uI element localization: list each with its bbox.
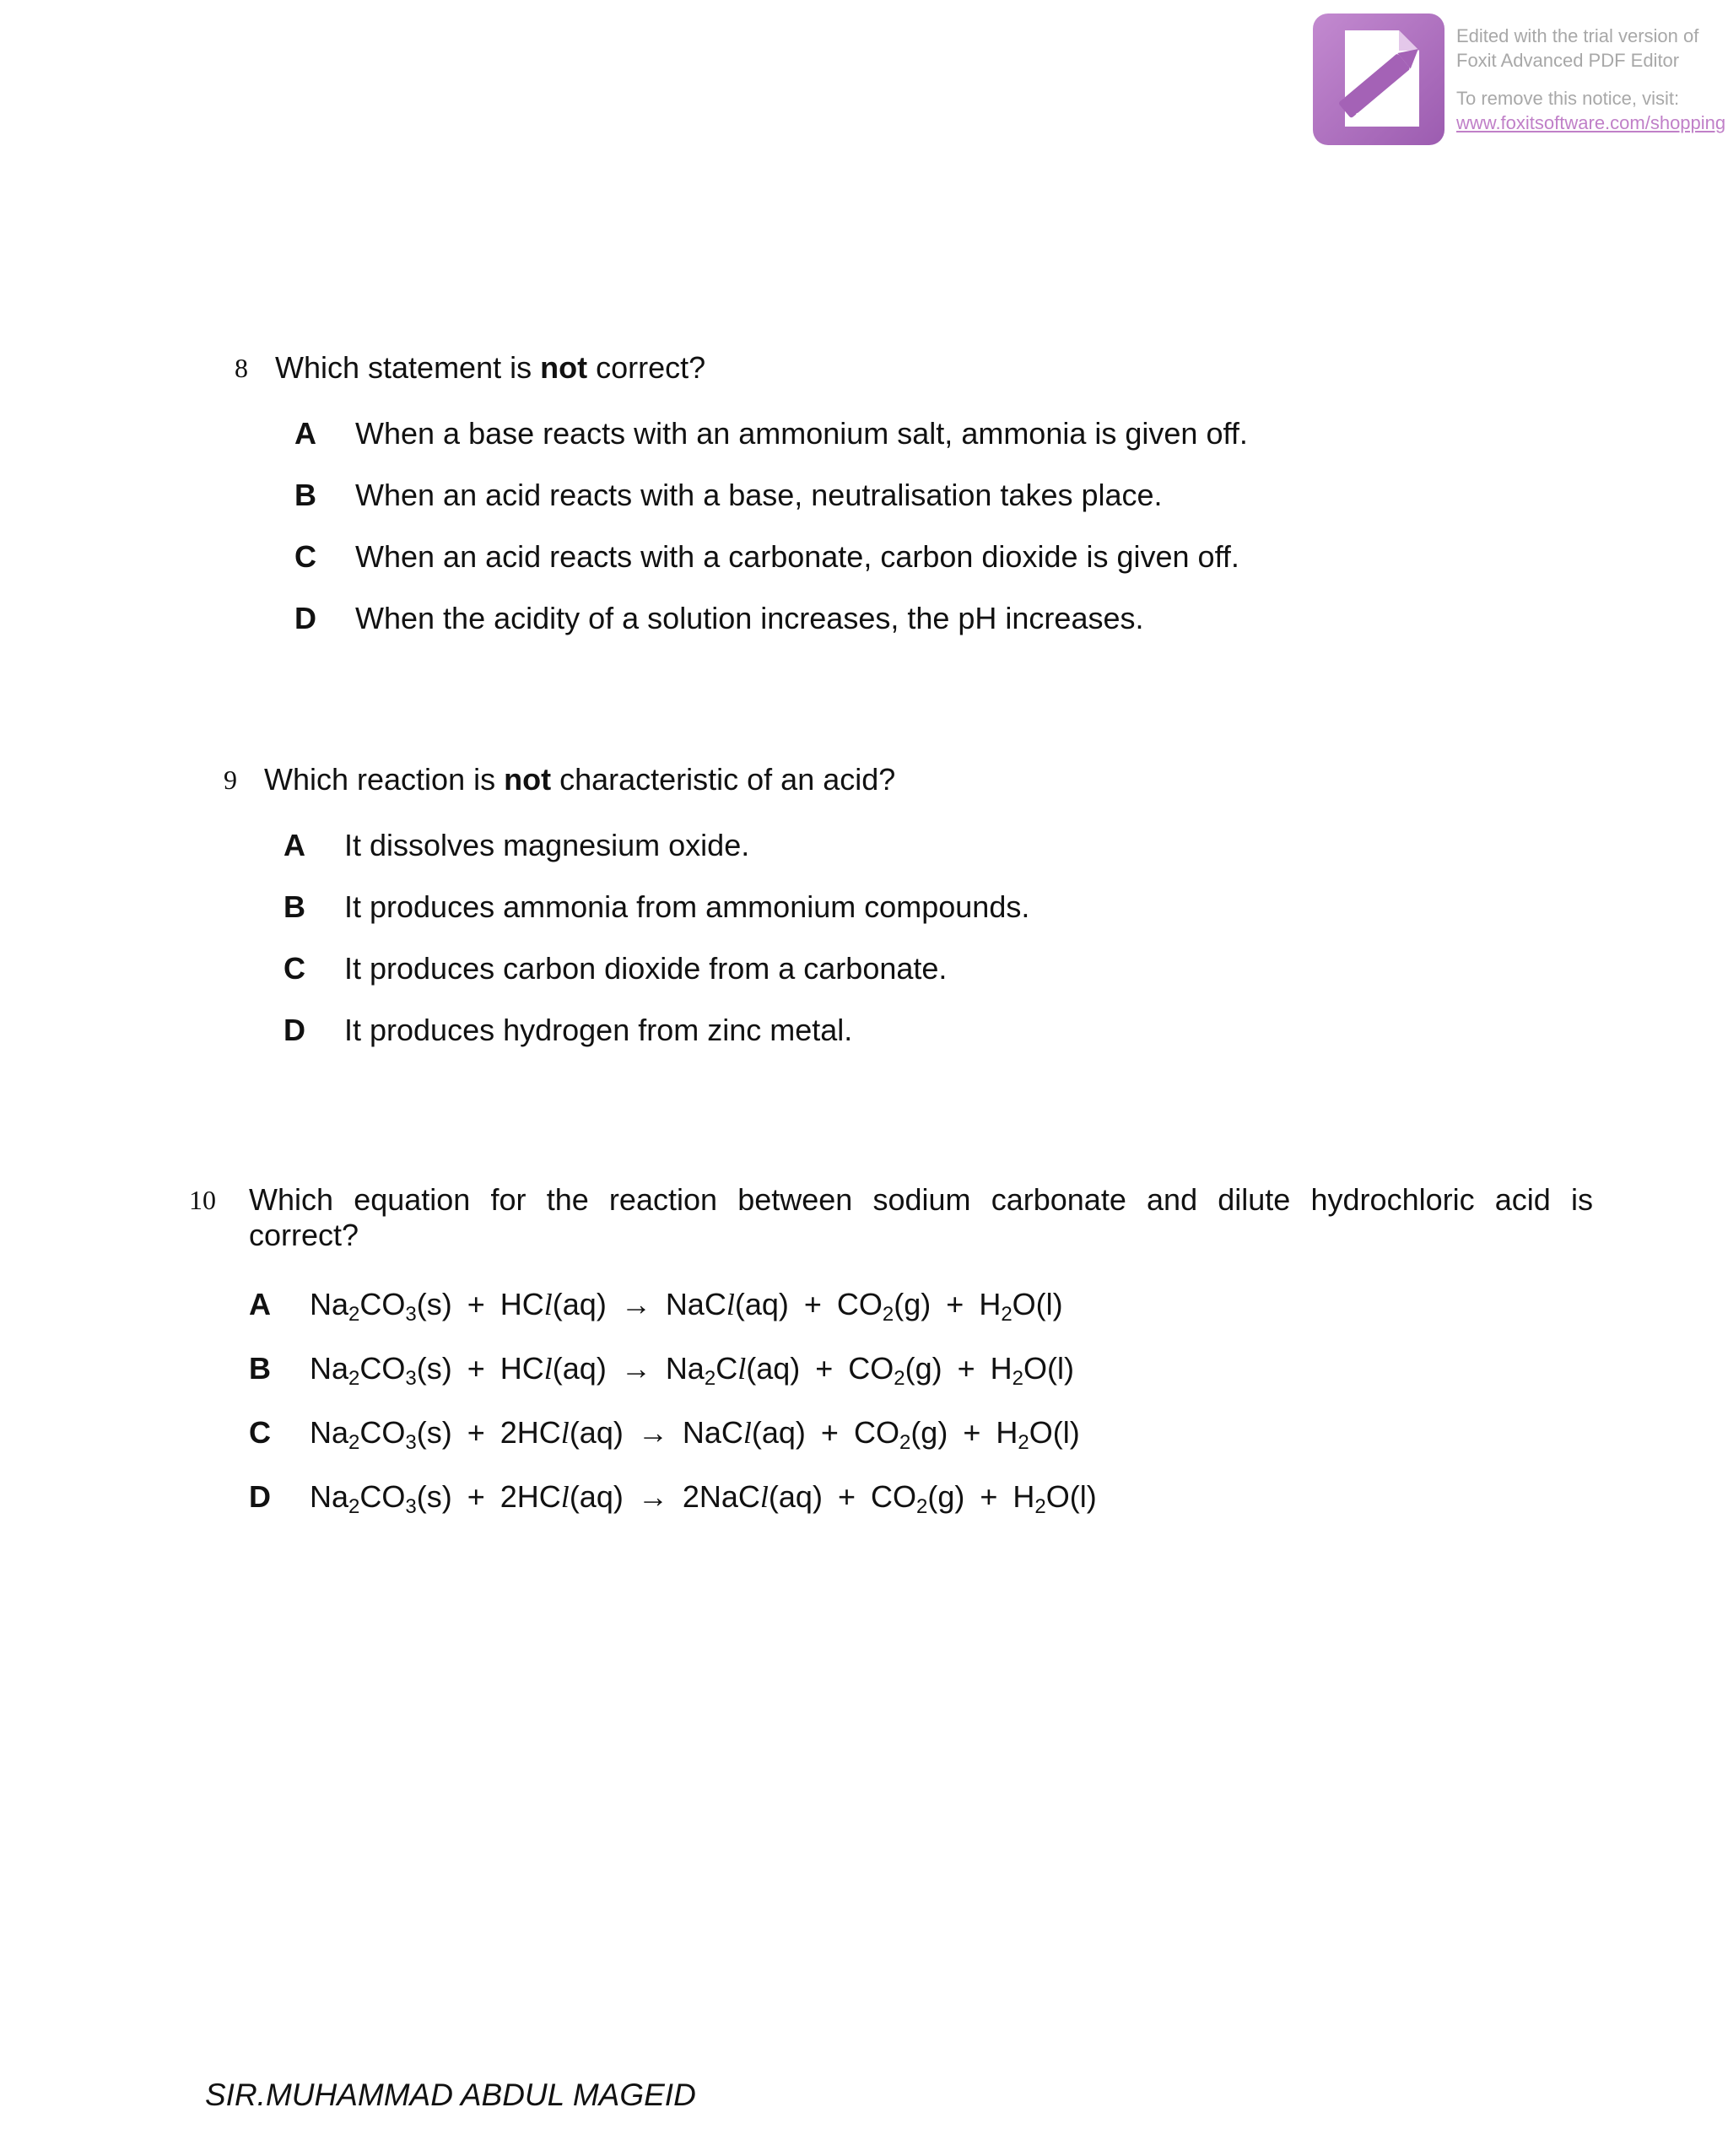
option-letter: B xyxy=(284,889,305,924)
equation-products: 2NaCl(aq) + $CO_2(g) + H_2O(l)$ xyxy=(682,1479,1097,1518)
option-text: It produces ammonia from ammonium compounds. xyxy=(344,889,1030,924)
option-letter: A xyxy=(284,828,305,862)
equation xyxy=(310,1287,1063,1326)
option-b[interactable] xyxy=(249,1351,1346,1390)
option-letter: C xyxy=(284,951,305,986)
question-stem xyxy=(275,350,705,386)
trial-notice-line-1: Edited with the trial version of xyxy=(1456,25,1699,46)
option-text: When an acid reacts with a carbonate, carbon dioxide is given off. xyxy=(355,539,1239,574)
option-letter: D xyxy=(284,1013,305,1047)
option-text: When a base reacts with an ammonium salt, ammonia is given off. xyxy=(355,416,1248,451)
equation xyxy=(310,1351,1075,1390)
option-b[interactable] xyxy=(284,889,1212,925)
stem-suffix: correct? xyxy=(587,350,706,385)
equation-products: NaCl(aq) + $CO_2(g) + H_2O(l)$ xyxy=(665,1287,1063,1326)
option-d[interactable] xyxy=(284,1013,1212,1048)
stem-prefix: Which statement is xyxy=(275,350,541,385)
question-number: 10 xyxy=(189,1185,216,1215)
question-number: 8 xyxy=(235,353,248,383)
reaction-arrow: → xyxy=(620,1351,651,1386)
question-stem-line-1: Which equation for the reaction between sodium carbonate and dilute hydrochloric acid is xyxy=(249,1182,1593,1217)
stem-emphasis: not xyxy=(540,350,588,385)
pdf-edit-pencil-icon xyxy=(1311,12,1446,147)
option-text: It produces hydrogen from zinc metal. xyxy=(344,1013,853,1047)
option-text: When an acid reacts with a base, neutralisation takes place. xyxy=(355,478,1163,512)
author-footer: SIR.MUHAMMAD ABDUL MAGEID xyxy=(205,2078,696,2112)
option-letter: B xyxy=(249,1351,271,1386)
option-text: It produces carbon dioxide from a carbonate. xyxy=(344,951,948,986)
option-letter: A xyxy=(249,1287,271,1321)
foxit-shopping-link[interactable]: www.foxitsoftware.com/shopping xyxy=(1456,112,1726,133)
option-a[interactable] xyxy=(294,416,1307,451)
reaction-arrow: → xyxy=(637,1479,668,1514)
option-letter: D xyxy=(249,1479,271,1514)
equation-products: NaCl(aq) + $CO_2(g) + H_2O(l)$ xyxy=(682,1415,1080,1454)
reaction-arrow: → xyxy=(637,1415,668,1450)
option-b[interactable] xyxy=(294,478,1307,513)
question-stem xyxy=(264,762,895,797)
option-d[interactable] xyxy=(294,601,1307,636)
equation-reactants: $Na_2CO_3(s) + HCl(aq)$ xyxy=(310,1287,607,1326)
equation-reactants: $Na_2CO_3(s) + HCl(aq)$ xyxy=(310,1351,607,1390)
option-letter: B xyxy=(294,478,316,512)
stem-emphasis: not xyxy=(504,762,552,797)
option-letter: A xyxy=(294,416,316,451)
option-text: When the acidity of a solution increases, the pH increases. xyxy=(355,601,1144,635)
reaction-arrow: → xyxy=(620,1287,651,1321)
question-number: 9 xyxy=(224,765,237,795)
option-c[interactable] xyxy=(284,951,1212,986)
trial-notice-line-2: Foxit Advanced PDF Editor xyxy=(1456,50,1680,71)
option-c[interactable] xyxy=(294,539,1307,575)
trial-notice-line-3: To remove this notice, visit: xyxy=(1456,88,1680,109)
equation-products: $Na_2Cl(aq) + CO_2(g) + H_2O(l)$ xyxy=(665,1351,1075,1390)
option-c[interactable] xyxy=(249,1415,1346,1454)
option-a[interactable] xyxy=(284,828,1212,863)
option-letter: C xyxy=(294,539,316,574)
question-stem-line-2: correct? xyxy=(249,1218,359,1252)
equation-reactants: $Na_2CO_3(s) + 2HCl(aq)$ xyxy=(310,1415,624,1454)
stem-prefix: Which reaction is xyxy=(264,762,505,797)
option-a[interactable] xyxy=(249,1287,1346,1326)
foxit-trial-banner xyxy=(1311,12,1726,147)
stem-suffix: characteristic of an acid? xyxy=(551,762,896,797)
equation xyxy=(310,1479,1097,1518)
trial-notice-text xyxy=(1456,24,1726,135)
option-letter: C xyxy=(249,1415,271,1450)
option-text: It dissolves magnesium oxide. xyxy=(344,828,750,862)
equation xyxy=(310,1415,1080,1454)
option-d[interactable] xyxy=(249,1479,1346,1518)
option-letter: D xyxy=(294,601,316,635)
equation-reactants: $Na_2CO_3(s) + 2HCl(aq)$ xyxy=(310,1479,624,1518)
